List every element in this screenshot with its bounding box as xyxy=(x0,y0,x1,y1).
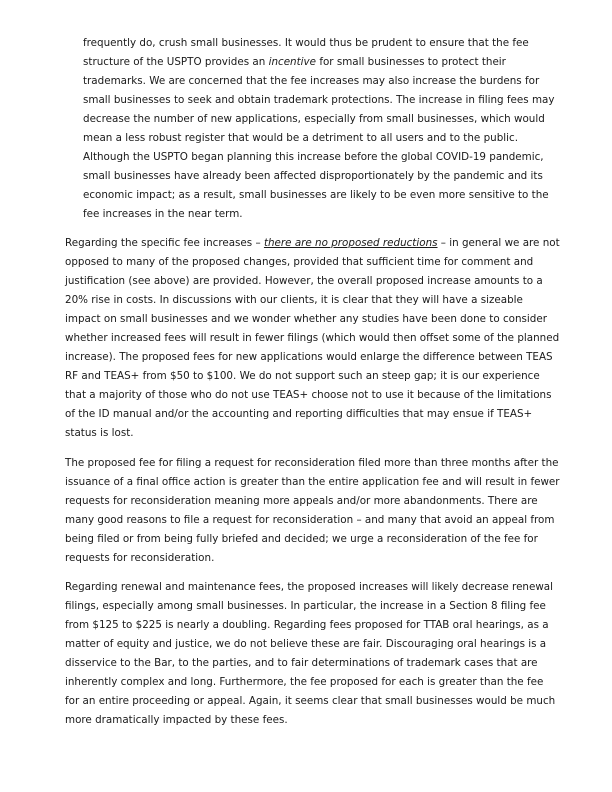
text-line: of the ID manual and/or the accounting and reporting difficulties that may ensue if TEAS+ xyxy=(65,408,533,420)
underlined-emphasis-text xyxy=(264,237,438,249)
text-line: Regarding renewal and maintenance fees, the proposed increases will likely decrease renewal xyxy=(65,581,554,593)
text-line: impact on small businesses and we wonder whether any studies have been done to consider xyxy=(65,313,547,325)
text-line xyxy=(83,55,506,69)
text-line: trademarks. We are concerned that the fee increases may also increase the burdens for xyxy=(83,75,540,87)
text-line: from $125 to $225 is nearly a doubling. Regarding fees proposed for TTAB oral hearings, as a xyxy=(65,619,549,631)
text-line: The proposed fee for filing a request for reconsideration filed more than three months after the xyxy=(65,457,559,469)
text-line: increase). The proposed fees for new applications would enlarge the difference between TEAS xyxy=(65,351,553,363)
text-line: mean a less robust register that would be a detriment to all users and to the public. xyxy=(83,132,518,144)
text-line: economic impact; as a result, small businesses are likely to be even more sensitive to the xyxy=(83,189,549,201)
text-line: whether increased fees will result in fewer filings (which would then offset some of the planned xyxy=(65,332,560,344)
text-line: decrease the number of new applications, especially from small businesses, which would xyxy=(83,113,545,125)
text-line: that a majority of those who do not use TEAS+ choose not to use it because of the limitations xyxy=(65,389,552,401)
text-line: being filed or from being fully briefed and decided; we urge a reconsideration of the fee for xyxy=(65,533,538,545)
text-line: status is lost. xyxy=(65,427,134,439)
text-line: small businesses to seek and obtain trademark protections. The increase in filing fees may xyxy=(83,94,555,106)
text-line: inherently complex and long. Furthermore, the fee proposed for each is greater than the fee xyxy=(65,676,544,688)
text-line: small businesses have already been affected disproportionately by the pandemic and its xyxy=(83,170,543,182)
text-span: – in general we are not xyxy=(437,237,560,249)
text-line: for an entire proceeding or appeal. Again, it seems clear that small businesses would be much xyxy=(65,695,556,707)
text-line: fee increases in the near term. xyxy=(83,208,243,220)
text-line: Although the USPTO began planning this increase before the global COVID-19 pandemic, xyxy=(83,151,544,163)
text-line: issuance of a final office action is greater than the entire application fee and will result in fewer xyxy=(65,476,560,488)
text-span: structure of the USPTO provides an xyxy=(83,56,269,68)
text-line: matter of equity and justice, we do not believe these are fair. Discouraging oral hearings is a xyxy=(65,638,547,650)
underline: there are no proposed reductions xyxy=(263,237,438,249)
text-line: more dramatically impacted by these fees. xyxy=(65,714,288,726)
text-line: 20% rise in costs. In discussions with our clients, it is clear that they will have a sizeable xyxy=(65,294,523,306)
text-line: frequently do, crush small businesses. It would thus be prudent to ensure that the fee xyxy=(83,37,529,49)
text-line: filings, especially among small businesses. In particular, the increase in a Section 8 filing fee xyxy=(65,600,546,612)
text-span: Regarding the specific fee increases – xyxy=(65,237,264,249)
text-line: requests for reconsideration. xyxy=(65,552,215,564)
text-line: requests for reconsideration meaning more appeals and/or more abandonments. There are xyxy=(65,495,538,507)
text-line: justification (see above) are provided. However, the overall proposed increase amounts to a xyxy=(65,275,543,287)
text-line: many good reasons to file a request for reconsideration – and many that avoid an appeal from xyxy=(65,514,555,526)
emphasis-text: incentive xyxy=(268,56,317,68)
text-line xyxy=(65,236,560,250)
text-line: opposed to many of the proposed changes, provided that sufficient time for comment and xyxy=(65,256,534,268)
text-line: disservice to the Bar, to the parties, and to fair determinations of trademark cases that are xyxy=(65,657,538,669)
text-line: RF and TEAS+ from $50 to $100. We do not support such an steep gap; it is our experience xyxy=(65,370,540,382)
text-span: for small businesses to protect their xyxy=(316,56,506,68)
